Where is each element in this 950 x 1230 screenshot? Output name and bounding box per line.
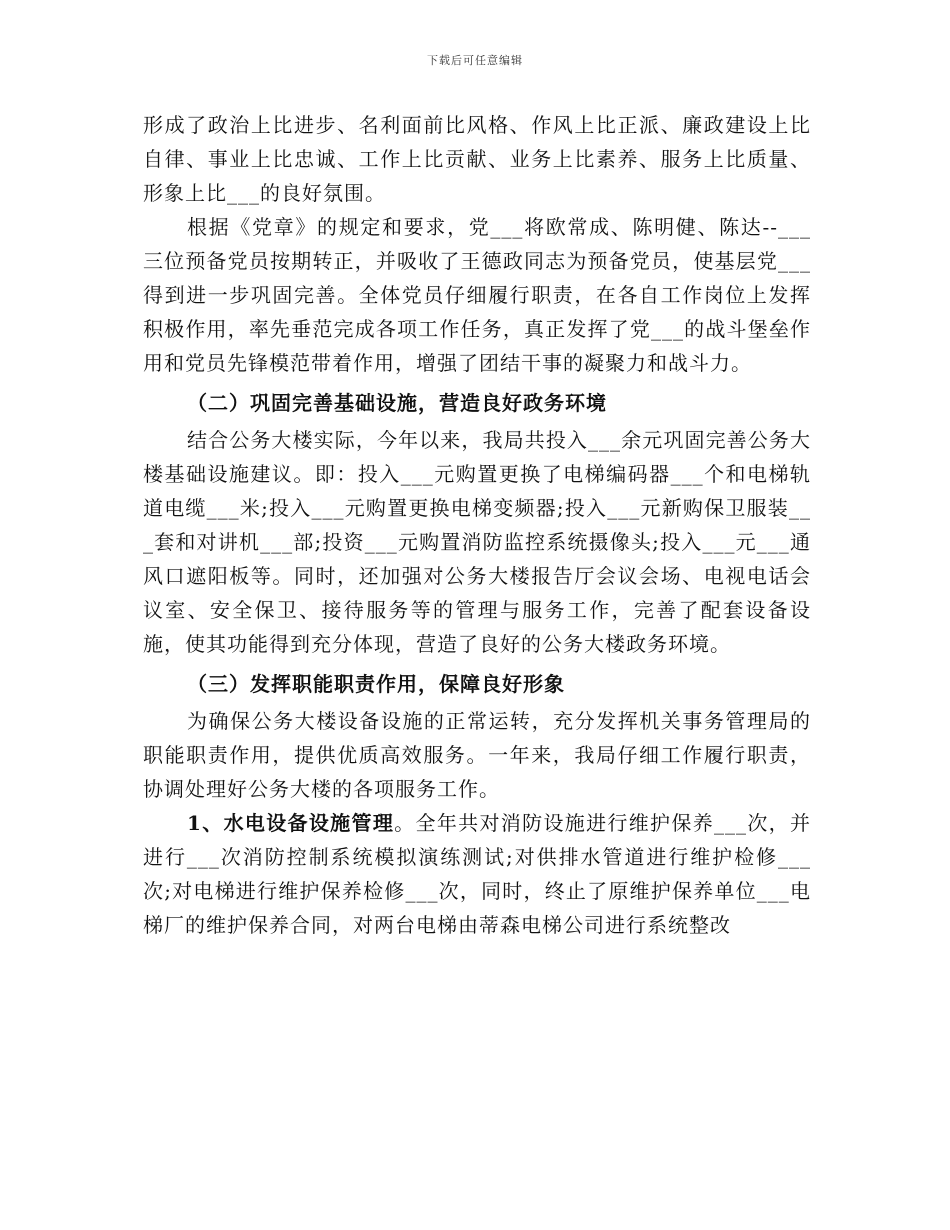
document-body <box>143 108 811 942</box>
paragraph-5 <box>143 806 811 942</box>
paragraph-1: 形成了政治上比进步、名利面前比风格、作风上比正派、廉政建设上比自律、事业上比忠诚、工作上比贡献、业务上比素养、服务上比质量、形象上比___的良好氛围。 <box>143 113 811 205</box>
section-heading-2: （二）巩固完善基础设施，营造良好政务环境 <box>187 391 607 415</box>
paragraph-5-lead: 1、水电设备设施管理 <box>187 811 395 835</box>
page-header: 下载后可任意编辑 <box>427 54 523 67</box>
paragraph-2: 根据《党章》的规定和要求，党___将欧常成、陈明健、陈达--___三位预备党员按期转正，并吸收了王德政同志为预备党员，使基层党___得到进一步巩固完善。全体党员仔细履行职责，在各自工作岗位上发挥积极作用，率先垂范完成各项工作任务，真正发挥了党___的战斗堡垒作用和党员先锋模范带着作用，增强了团结干事的凝聚力和战斗力。 <box>143 215 811 375</box>
section-heading-3: （三）发挥职能职责作用，保障良好形象 <box>187 672 565 696</box>
paragraph-3: 结合公务大楼实际，今年以来，我局共投入___余元巩固完善公务大楼基础设施建议。即：投入___元购置更换了电梯编码器___个和电梯轨道电缆___米;投入___元购置更换电梯变频器;投入___元新购保卫服装___套和对讲机___部;投资___元购置消防监控系统摄像头;投入___元___通风口遮阳板等。同时，还加强对公务大楼报告厅会议会场、电视电话会议室、安全保卫、接待服务等的管理与服务工作，完善了配套设备设施，使其功能得到充分体现，营造了良好的公务大楼政务环境。 <box>143 428 811 656</box>
paragraph-5-text: 。全年共对消防设施进行维护保养___次，并进行___次消防控制系统模拟演练测试;对供排水管道进行维护检修___次;对电梯进行维护保养检修___次，同时，终止了原维护保养单位___电梯厂的维护保养合同，对两台电梯由蒂森电梯公司进行系统整改 <box>143 811 812 937</box>
paragraph-4: 为确保公务大楼设备设施的正常运转，充分发挥机关事务管理局的职能职责作用，提供优质高效服务。一年来，我局仔细工作履行职责，协调处理好公务大楼的各项服务工作。 <box>143 709 811 801</box>
